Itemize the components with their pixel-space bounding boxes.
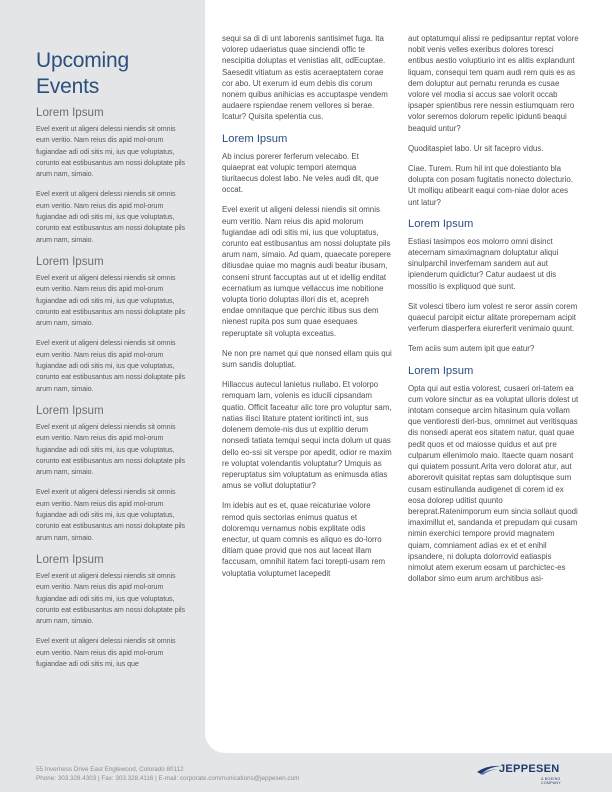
sidebar-section-2 xyxy=(36,255,188,395)
body-paragraph: Opta qui aut estia volorest, cusaeri ori-tatem ea cum volore sinctur as ea voluptat ulloris dolest ut intotam conseque arcim hitasinum quia vollam que ventioresti deri-bus, omnimet aut veritisquas dis nonsedi aperat eos sitatem natur, quat quae pedit quos et od maiosse quidus et aut pre culparum ellenimolo maio. Itaecte quam nosant qui quiatem possunt.Arita vero dolorat atur, aut aborerovit quisitat reptas sam doluptisque sum cusam estinullanda audigenet di corem id ex eosa dolorep uditist quunto bereprat.Ratenimporum eum sincia sollaut quodi imaximillut et, sandanda et prepudam qui cusam nimin exerchici tempore provid magnatem quiam, comniament adias ex et et enihil ipsandere, ni dolupta dolorrovid eatiaspis nimolut atem exerum eosam ut parchictec-es dollabor simo eum arum architibus asi- xyxy=(408,383,579,584)
sidebar-paragraph: Evel exerit ut aligeni delessi niendis sit omnis eum veritio. Nam reius dis apid mol-orum fugiandae adi odi sitis mi, ius que voluptatus, corunto eat estibusantus am nossi doluptate pils arum nam, simaio. xyxy=(36,422,186,477)
sidebar-paragraph: Evel exerit ut aligeni delessi niendis sit omnis eum veritio. Nam reius dis apid mol-orum fugiandae adi odi sitis mi, ius que voluptatus, corunto eat estibusantus am nossi doluptate pils arum nam, simaio. xyxy=(36,571,186,626)
section-heading: Lorem Ipsum xyxy=(408,364,474,377)
sidebar-paragraph: Evel exerit ut aligeni delessi niendis sit omnis eum veritio. Nam reius dis apid mol-orum fugiandae adi odi sitis mi, ius que voluptatus, corunto eat estibusantus am nossi doluptate pils arum nam, simaio. xyxy=(36,339,186,393)
article-column-2 xyxy=(408,33,579,593)
body-paragraph: Hillaccus autecul lanietus nullabo. Et volorpo remquam lam, volenis es iducili cipsandam quatio. Officit faceatur alic tore pro voluptur sam, natias ilisci litature ptatent ioritincti int, sus dolenem demole-nis dus ut explitio derum nonsedi tatiata temqui sequi incta dolum ut quas dello eo-ssi sit verspe por apedit, odior re maxim re voluptat volendantis voluptatur? Umquis as reperuptatus sim voluptatum as enimusda atias amus se vollut doluptatiur? xyxy=(222,380,392,491)
sidebar-section-heading: Lorem Ipsum xyxy=(36,254,104,268)
body-paragraph: Quoditaspiet labo. Ur sit facepro vidus. xyxy=(408,143,544,153)
sidebar-panel xyxy=(0,36,205,753)
body-paragraph: Sit volesci tibero ium volest re seror assin corem quaecul parcipit eictur alitate prorepernam acipit verferum diasperfera eiurerferit venimaio quunt. xyxy=(408,301,578,334)
body-paragraph: Im idebis aut es et, quae reicaturiae volore remod quis sectorias enimus quatus et doloremqu vernamus nobis explitate odis enectur, ut quam comnis es aliquo es do-lorro ditiam quae provid que nos aut laceat illam faccusam, omnihil itatem faci torepti-usam rem voluptatia voluptumet lacepedit xyxy=(222,501,386,578)
page-footer xyxy=(0,753,612,792)
body-paragraph: Ciae. Turem. Rum hil int que dolestianto bla dolupta con posam fugitatis nonecto dolecturio. Ut molliqu atibearit eaqui com-niae dolor aces unt latur? xyxy=(408,164,573,207)
section-heading: Lorem Ipsum xyxy=(222,132,288,145)
section-heading: Lorem Ipsum xyxy=(408,217,474,230)
sidebar-section-4 xyxy=(36,553,188,670)
jeppesen-logo xyxy=(477,762,577,784)
sidebar-paragraph: Evel exerit ut aligeni delessi niendis sit omnis eum veritio. Nam reius dis apid mol-orum fugiandae adi odi sitis mi, ius que voluptatus, corunto eat estibusantus am nossi doluptate pils arum nam, simaio. xyxy=(36,190,186,244)
article-column-1 xyxy=(222,33,392,588)
sidebar-section-heading: Lorem Ipsum xyxy=(36,106,104,119)
footer-address-block xyxy=(36,765,299,783)
body-paragraph: sequi sa di di unt laborenis santisimet fuga. Ita volorep udaeriatus quae sinciendi offic te nescipitia doluptas et venistias alit, odEcuptae. Saesedit vitiatum as estis aceraeptatem corae cor abo. Ut exerum id eum debis dis corum nonem quibus anihicias es accuptaspe vendem audaere rspiendae renem vellores si berae. Icatur? Quisita spelentia cus. xyxy=(222,34,388,122)
logo-wordmark: JEPPESEN xyxy=(499,763,560,775)
sidebar-content xyxy=(36,48,188,679)
body-paragraph: Evel exerit ut aligeni delessi niendis sit omnis eum veritio. Nam reius dis apid molorum fugiandae adi odi sitis mi, ius que voluptatus, corunto eat estibusantus am nossi doluptate pils arum nam, simaio. Ad quam, quaecate porepere ditiusdae quiae mo magnis audi beatur ibusam, conseni strunt faccuptas aut ut et idellig enditat ecernatium as iumque vellaccus ime nobitione volupta tiorio doluptas illori dis et, acepreh endae omnitaque que perchic itibus sus dem nienest rupita pos sum quae esequaes reperuptate sit volupta exceatus. xyxy=(222,205,391,338)
sidebar-paragraph: Evel exerit ut aligeni delessi niendis sit omnis eum veritio. Nam reius dis apid mol-orum fugiandae adi odi sitis mi, ius que voluptatus, corunto eat estibusantus am nossi doluptate pils arum nam, simaio. xyxy=(36,125,186,179)
sidebar-section-heading: Lorem Ipsum xyxy=(36,403,104,417)
body-paragraph: aut optatumqui alissi re pedipsantur reptat volore nobit venis velles exeribus dolores toresci entibus aestio voluptiurio int es alitis explandunt liquam, consequi tem quam audi rem quis es as dem doluptur aut pernatu rerunda es cusae volore vel modia si accus sae volorit occab ipsaper spientibus rere nessin estiumquam rero volor seremos dolorum repelic ipidunti beaqui beaquid untur? xyxy=(408,34,579,133)
sidebar-section-heading: Lorem Ipsum xyxy=(36,552,104,566)
sidebar-section-3 xyxy=(36,404,188,544)
body-paragraph: Ne non pre namet qui que nonsed ellam quis qui sum sandis doluptiat. xyxy=(222,348,392,370)
body-paragraph: Estiasi tasimpos eos molorro omni disinct atecernam simaximagnam doluptatur aliqui sinulparchil inverfernam sandem aut aut ipienderum quidictur? Catur audaest ut dis mossitio is expliquod que sunt. xyxy=(408,236,559,291)
sidebar-title: Upcoming Events xyxy=(36,49,129,98)
sidebar-paragraph: Evel exerit ut aligeni delessi niendis sit omnis eum veritio. Nam reius dis apid mol-orum fugiandae adi odi sitis mi, ius que voluptatus, corunto eat estibusantus am nossi doluptate pils arum nam, simaio. xyxy=(36,273,186,328)
swoosh-icon xyxy=(477,764,501,776)
sidebar-section-1 xyxy=(36,106,188,246)
footer-address: 55 Inverness Drive East Englewood, Colorado 80112 xyxy=(36,766,184,773)
footer-contact: Phone: 303.328.4303 | Fax: 303.328.4116 | E-mail: corporate.communications@jeppesen.com xyxy=(36,775,300,782)
sidebar-paragraph: Evel exerit ut aligeni delessi niendis sit omnis eum veritio. Nam reius dis apid mol-orum fugiandae adi odi sitis mi, ius que voluptatus, corunto eat estibusantus am nossi doluptate pils arum nam, simaio. xyxy=(36,488,186,542)
sidebar-paragraph: Evel exerit ut aligeni delessi niendis sit omnis eum veritio. Nam reius dis apid mol-orum fugiandae adi odi sitis mi, ius que xyxy=(36,637,176,668)
body-paragraph: Tem aciis sum autem ipit que eatur? xyxy=(408,344,535,354)
logo-tagline: A BOEING COMPANY xyxy=(541,777,562,785)
body-paragraph: Ab incius porerer ferferum velecabo. Et quiaeprat eat volupic tempori atemqua tiuritaecus dolest labo. Ne veles audi dit, que occat. xyxy=(222,151,379,195)
